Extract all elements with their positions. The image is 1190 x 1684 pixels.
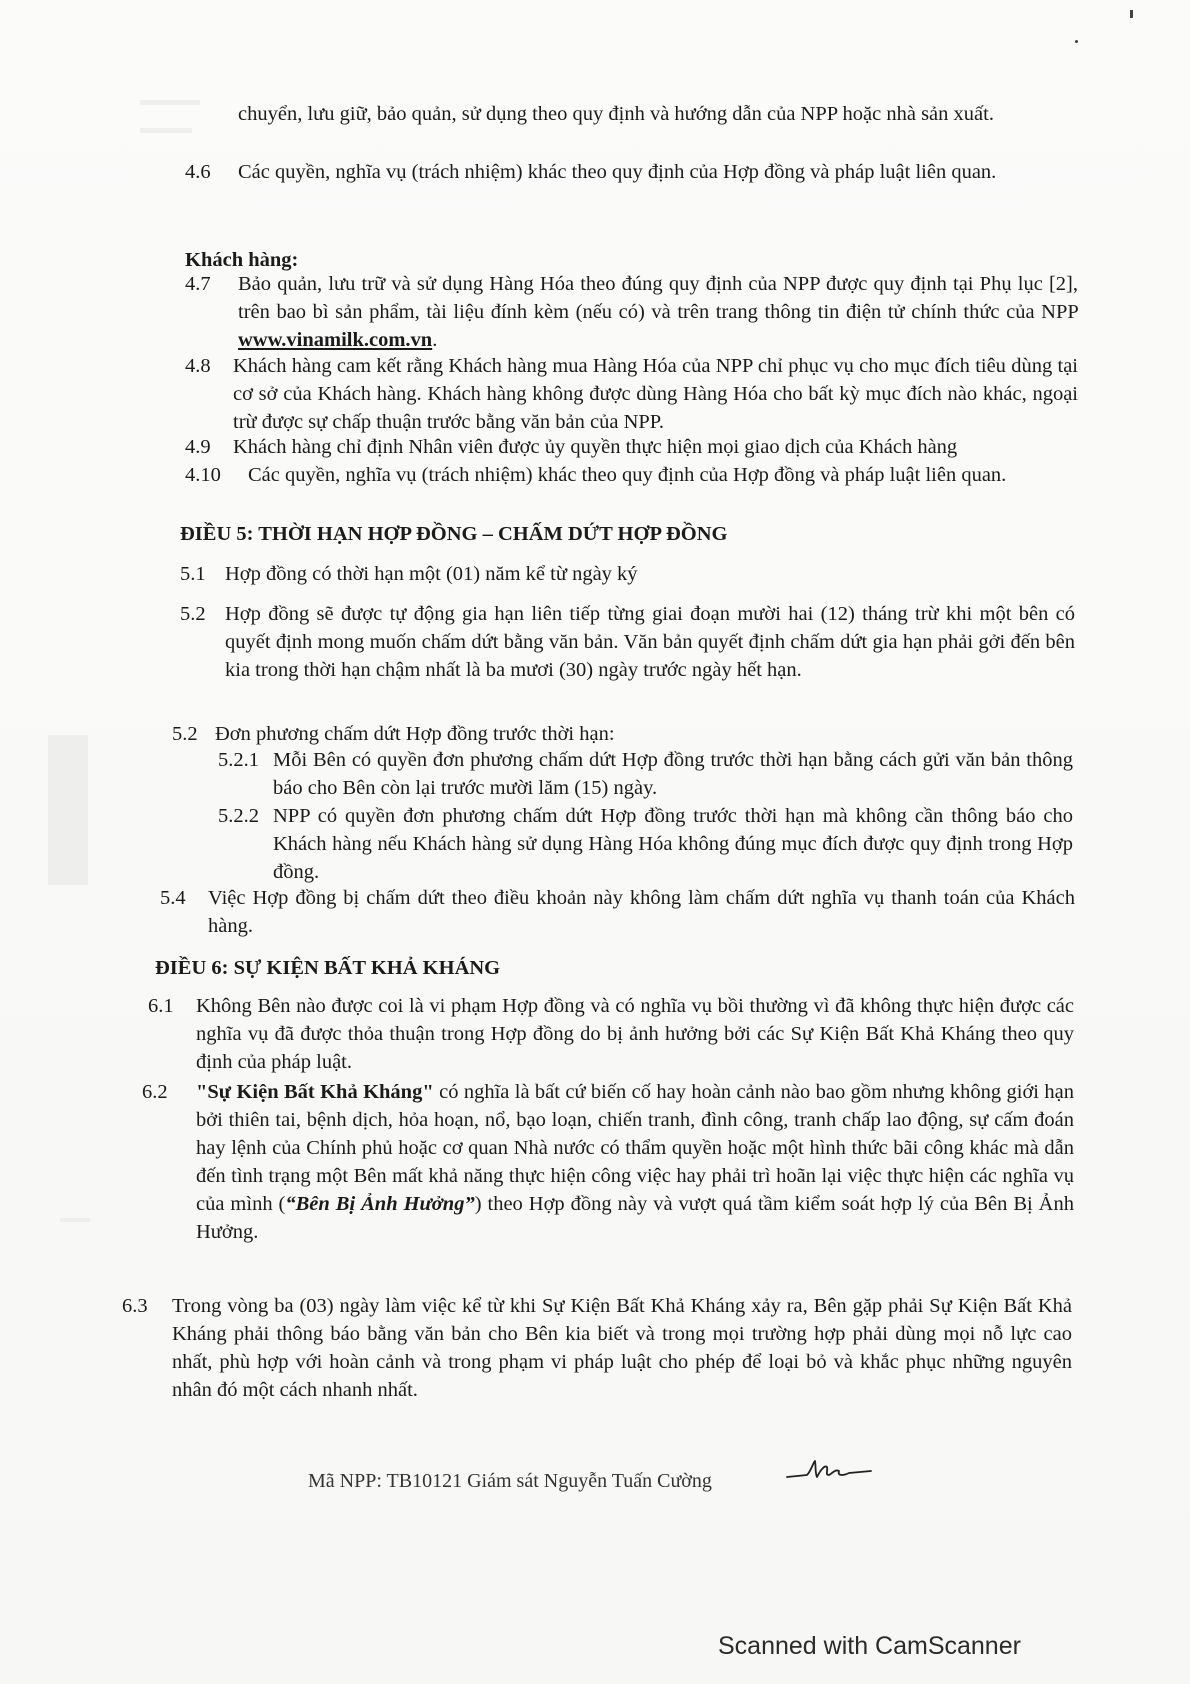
clause-text: NPP có quyền đơn phương chấm dứt Hợp đồng trước thời hạn mà không cần thông báo cho Khách hàng nếu Khách hàng sử dụng Hàng Hóa không đúng mục đích được quy định trong Hợp đồng. [273,805,1073,883]
bleed-through-mark [140,128,192,133]
clause-text: Khách hàng chỉ định Nhân viên được ủy quyền thực hiện mọi giao dịch của Khách hàng [233,436,958,458]
clause-6-1 [148,992,1074,1076]
clause-number: 5.2.1 [218,749,259,771]
clause-6-2 [142,1078,1074,1246]
clause-text: Khách hàng cam kết rằng Khách hàng mua Hàng Hóa của NPP chỉ phục vụ cho mục đích tiêu dùng tại cơ sở của Khách hàng. Khách hàng không được dùng Hàng Hóa cho bất kỳ mục đích nào khác, ngoại trừ được sự chấp thuận trước bằng văn bản của NPP. [233,355,1078,433]
clause-text [196,1078,1074,1246]
clause-5-2-termination [172,720,1072,748]
clause-5-2-1 [218,746,1073,802]
clause-text: Hợp đồng có thời hạn một (01) năm kể từ ngày ký [225,563,638,585]
clause-5-4 [160,884,1075,940]
clause-text-tail: . [432,329,438,351]
clause-number: 4.10 [185,464,221,486]
bleed-through-mark [140,100,200,105]
clause-number: 5.1 [180,563,206,585]
section-heading-dieu-6: ĐIỀU 6: SỰ KIỆN BẤT KHẢ KHÁNG [155,957,501,979]
scan-speck [1075,40,1078,43]
website-link[interactable]: www.vinamilk.com.vn [238,329,433,351]
clause-4-5-continuation [238,100,1078,128]
section-heading-khach-hang: Khách hàng: [185,249,299,271]
clause-text: Các quyền, nghĩa vụ (trách nhiệm) khác theo quy định của Hợp đồng và pháp luật liên quan. [248,464,1007,486]
clause-5-2-renewal [180,600,1075,684]
clause-text-part-2: ) theo Hợp đồng này và vượt quá tầm kiểm soát hợp lý của Bên Bị Ảnh Hưởng. [196,1193,1074,1243]
bleed-through-mark [60,1218,90,1222]
clause-text: Việc Hợp đồng bị chấm dứt theo điều khoản này không làm chấm dứt nghĩa vụ thanh toán của Khách hàng. [208,887,1075,937]
section-heading-dieu-5: ĐIỀU 5: THỜI HẠN HỢP ĐỒNG – CHẤM DỨT HỢP ĐỒNG [180,523,728,545]
clause-number: 6.3 [122,1295,148,1317]
clause-text: Không Bên nào được coi là vi phạm Hợp đồng và có nghĩa vụ bồi thường vì đã không thực hiện được các nghĩa vụ đã được thỏa thuận trong Hợp đồng do bị ảnh hưởng bởi các Sự Kiện Bất Khả Kháng theo quy định của pháp luật. [196,995,1074,1073]
clause-number: 4.8 [185,355,211,377]
clause-5-2-2 [218,802,1073,886]
clause-6-3 [122,1292,1072,1404]
clause-4-8 [185,352,1078,436]
clause-text: Mỗi Bên có quyền đơn phương chấm dứt Hợp đồng trước thời hạn bằng cách gửi văn bản thông báo cho Bên còn lại trước mười lăm (15) ngày. [273,749,1073,799]
clause-number: 6.2 [142,1081,168,1103]
clause-4-9 [185,433,1078,461]
clause-text-body: Bảo quản, lưu trữ và sử dụng Hàng Hóa theo đúng quy định của NPP được quy định tại Phụ lục [2], trên bao bì sản phẩm, tài liệu đính kèm (nếu có) và trên trang thông tin điện tử chính thức của NPP [238,273,1078,323]
defined-term-force-majeure: "Sự Kiện Bất Khả Kháng" [196,1081,434,1103]
clause-text [238,270,1078,354]
scan-speck [1130,10,1133,18]
clause-text: Trong vòng ba (03) ngày làm việc kể từ khi Sự Kiện Bất Khả Kháng xảy ra, Bên gặp phải Sự Kiện Bất Khả Kháng phải thông báo bằng văn bản cho Bên kia biết và trong mọi trường hợp phải dùng mọi nỗ lực cao nhất, phù hợp với hoàn cảnh và trong phạm vi pháp luật cho phép để loại bỏ và khắc phục những nguyên nhân đó một cách nhanh nhất. [172,1295,1072,1401]
clause-4-6 [185,158,1078,186]
clause-number: 4.6 [185,161,211,183]
clause-5-1 [180,560,1075,588]
clause-4-10 [185,461,1078,489]
clause-number: 5.2.2 [218,805,259,827]
clause-number: 4.9 [185,436,211,458]
footer-supervisor-note: Mã NPP: TB10121 Giám sát Nguyễn Tuấn Cường [308,1470,712,1492]
clause-number: 5.4 [160,887,186,909]
bleed-through-mark [48,735,88,885]
defined-term-affected-party: “Bên Bị Ảnh Hưởng” [285,1193,475,1215]
clause-text: Đơn phương chấm dứt Hợp đồng trước thời hạn: [215,723,615,745]
clause-text: Hợp đồng sẽ được tự động gia hạn liên tiếp từng giai đoạn mười hai (12) tháng trừ khi một bên có quyết định mong muốn chấm dứt bằng văn bản. Văn bản quyết định chấm dứt gia hạn phải gởi đến bên kia trong thời hạn chậm nhất là ba mươi (30) ngày trước ngày hết hạn. [225,603,1075,681]
clause-text-part-1: có nghĩa là bất cứ biến cố hay hoàn cảnh nào bao gồm nhưng không giới hạn bởi thiên tai, bệnh dịch, hỏa hoạn, nổ, bạo loạn, chiến tranh, đình công, tranh chấp lao động, sự cấm đoán hay lệnh của Chính phủ hoặc cơ quan Nhà nước có thẩm quyền hoặc một hình thức bãi công khác mà dẫn đến tình trạng một Bên mất khả năng thực hiện công việc hay phải trì hoãn lại việc thực hiện các nghĩa vụ của mình ( [196,1081,1074,1215]
clause-4-7 [185,270,1078,354]
clause-text: Các quyền, nghĩa vụ (trách nhiệm) khác theo quy định của Hợp đồng và pháp luật liên quan. [238,161,997,183]
clause-number: 5.2 [180,603,206,625]
handwritten-signature [785,1453,875,1487]
clause-number: 6.1 [148,995,174,1017]
scanner-watermark: Scanned with CamScanner [718,1632,1021,1660]
clause-number: 5.2 [172,723,198,745]
clause-number: 4.7 [185,273,211,295]
clause-text: chuyển, lưu giữ, bảo quản, sử dụng theo quy định và hướng dẫn của NPP hoặc nhà sản xuất. [238,103,994,125]
